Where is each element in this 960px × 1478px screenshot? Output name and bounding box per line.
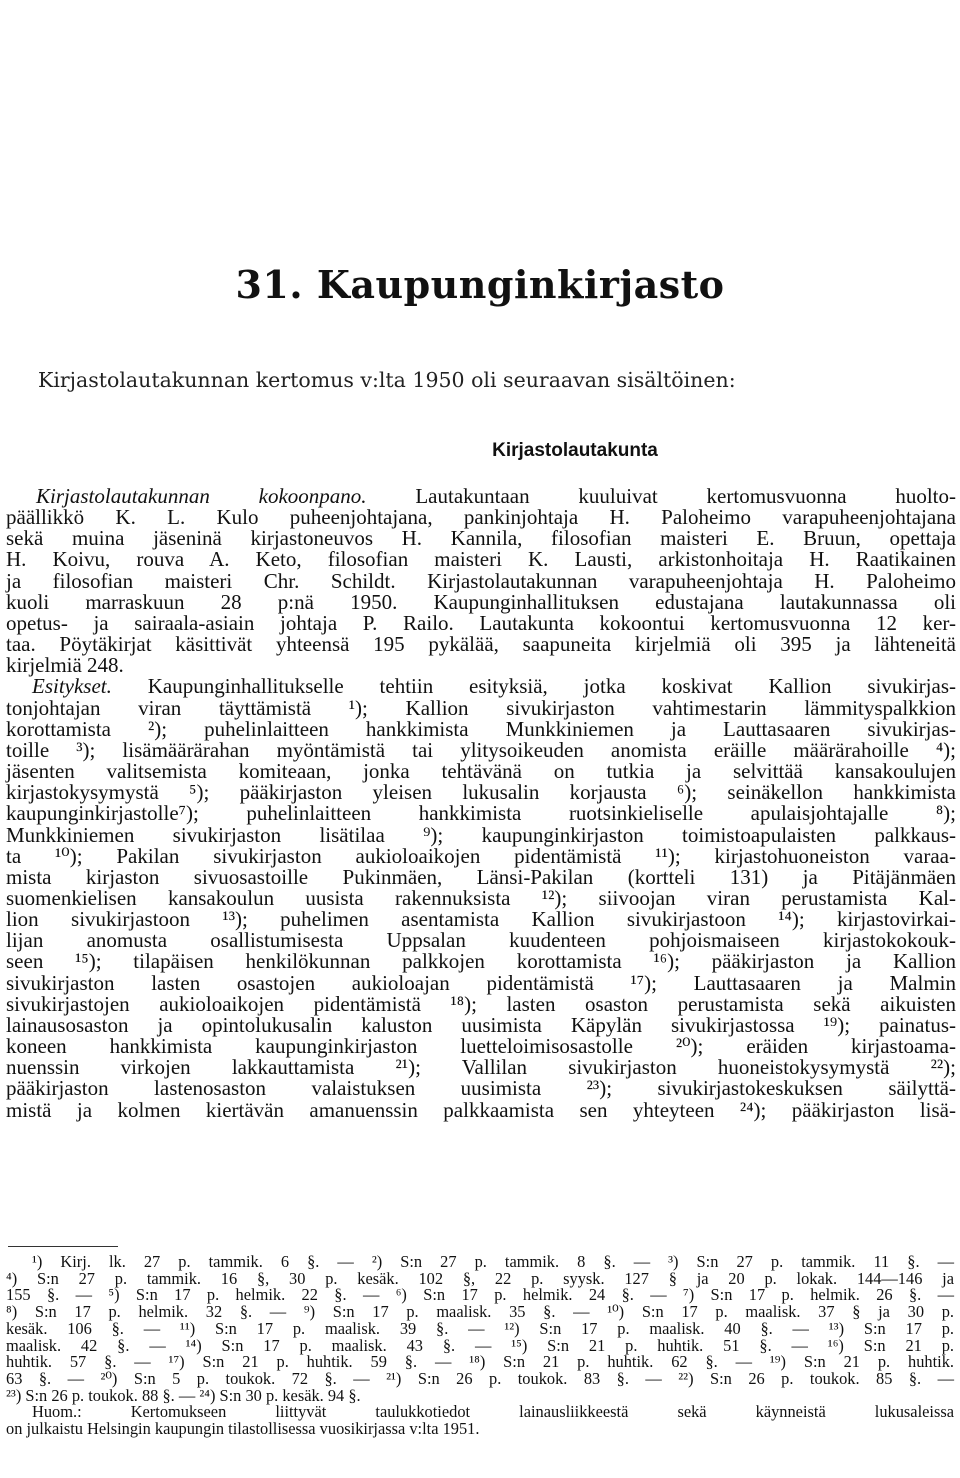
body-line-text: lainausosaston ja opintolukusalin kaluston uusimista Käpylän sivukirjastossa ¹⁹); painatus-: [6, 1012, 956, 1037]
body-line: [6, 507, 956, 528]
body-line: [6, 909, 956, 930]
paragraph-lead: Esitykset.: [32, 674, 112, 699]
body-line: [6, 610, 956, 635]
body-line-text: lion sivukirjastoon ¹³); puhelimen asentamista Kallion sivukirjastoon ¹⁴); kirjastovirkai-: [6, 907, 956, 932]
body-line-text: kirjastokysymystä ⁵); pääkirjaston yleisen lukusalin korjausta ⁶); seinäkellon hankkimista: [6, 780, 956, 805]
body-line-text: lijan anomusta osallistumisesta Uppsalan kuudenteen pohjoismaiseen kirjastokokouk-: [6, 928, 956, 953]
section-heading: Kirjastolautakunta: [492, 440, 658, 461]
body-line-text: Lautakuntaan kuuluivat kertomusvuonna huolto-: [366, 484, 956, 508]
body-line-text: taa. Pöytäkirjat käsittivät yhteensä 195 pykälää, saapuneita kirjelmiä oli 395 ja lähteneitä: [6, 632, 956, 657]
footnote-line: ⁸) S:n 17 p. helmik. 32 §. — ⁹) S:n 17 p. maalisk. 35 §. — ¹⁰) S:n 17 p. maalisk. 37 § ja 30 p.: [6, 1302, 954, 1322]
body-line-text: tonjohtajan viran täyttämistä ¹); Kallion sivukirjaston vahtimestarin lämmityspalkkion: [6, 695, 956, 720]
body-line: [6, 843, 956, 868]
body-line-text: kirjelmiä 248.: [6, 653, 124, 678]
footnote-line: ⁴) S:n 27 p. tammik. 16 §, 30 p. kesäk. 102 §, 22 p. syysk. 127 § ja 20 p. lokak. 144—146 ja: [6, 1268, 954, 1288]
body-line: [6, 568, 956, 593]
body-line: [6, 761, 956, 782]
body-line-text: mista kirjaston sivuosastoille Pukinmäen, Länsi-Pakilan (kortteli 131) ja Pitäjänmäen: [6, 864, 956, 889]
body-text: [6, 486, 956, 1121]
paragraph-lead: Kirjastolautakunnan kokoonpano.: [36, 484, 367, 508]
body-line-text: päällikkö K. L. Kulo puheenjohtajana, pankinjohtaja H. Paloheimo varapuheenjohtajana: [6, 505, 956, 530]
body-line-text: H. Koivu, rouva A. Keto, filosofian maisteri K. Lausti, arkistonhoitaja H. Raatikainen: [6, 547, 956, 572]
body-line-text: jäsenten valitsemista komiteaan, jonka tehtävänä on tutkia ja selvittää kansakoulujen: [6, 759, 956, 784]
body-line: [6, 1057, 956, 1078]
body-line: [6, 991, 956, 1016]
footnote-line: kesäk. 106 §. — ¹¹) S:n 17 p. maalisk. 39 §. — ¹²) S:n 17 p. maalisk. 40 §. — ¹³) S:n 17 p.: [6, 1318, 954, 1338]
footnote-line: 63 §. — ²⁰) S:n 5 p. toukok. 72 §. — ²¹) S:n 26 p. toukok. 83 §. — ²²) S:n 26 p. toukok. 85 §. —: [6, 1368, 954, 1388]
body-line: [6, 951, 956, 972]
body-line: [6, 589, 956, 614]
body-line: [6, 549, 956, 570]
footnote-line: huhtik. 57 §. — ¹⁷) S:n 21 p. huhtik. 59 §. — ¹⁸) S:n 21 p. huhtik. 62 §. — ¹⁹) S:n 21 p. huhtik.: [6, 1352, 954, 1372]
footnote-line: 155 §. — ⁵) S:n 17 p. helmik. 22 §. — ⁶) S:n 17 p. helmik. 24 §. — ⁷) S:n 17 p. helmik. 26 §. —: [6, 1285, 954, 1305]
body-line: [6, 716, 956, 741]
body-line-text: suomenkielisen kansakoulun uusista rakennuksista ¹²); siivoojan viran perustamista Kal-: [6, 885, 956, 910]
body-line: [6, 1036, 956, 1057]
body-line-text: sivukirjaston lasten osastojen aukioloajan pidentämistä ¹⁷); Lauttasaaren ja Malmin: [6, 970, 956, 995]
body-line: [6, 528, 956, 549]
body-line: [6, 655, 956, 676]
body-line: [6, 1012, 956, 1037]
body-line: [6, 822, 956, 847]
body-line: [6, 930, 956, 951]
body-line-text: toille ³); lisämäärärahan myöntämistä tai ylitysoikeuden anomista eräille määrärahoille ⁴);: [6, 737, 956, 762]
body-line: [6, 737, 956, 762]
footnote-divider: [8, 1246, 118, 1247]
body-line-text: koneen hankkimista kaupunginkirjaston luetteloimisosastolle ²⁰); eräiden kirjastoama-: [6, 1034, 956, 1059]
body-line-text: sivukirjastojen aukioloaikojen pidentämistä ¹⁸); lasten osaston perustamista sekä aikuisten: [6, 991, 956, 1016]
body-line-text: korottamista ²); puhelinlaitteen hankkimista Munkkiniemen ja Lauttasaaren sivukirjas-: [6, 716, 956, 741]
body-line: [6, 676, 956, 697]
body-line-text: kuoli marraskuun 28 p:nä 1950. Kaupunginhallituksen edustajana lautakunnassa oli: [6, 589, 956, 614]
footnote-line: maalisk. 42 §. — ¹⁴) S:n 17 p. maalisk. 43 §. — ¹⁵) S:n 21 p. huhtik. 51 §. — ¹⁶) S:n 21 p.: [6, 1335, 954, 1355]
intro-sentence: Kirjastolautakunnan kertomus v:lta 1950 oli seuraavan sisältöinen:: [38, 368, 736, 392]
body-line: [6, 695, 956, 720]
body-line-text: Kaupunginhallitukselle tehtiin esityksiä, jotka koskivat Kallion sivukirjas-: [111, 674, 956, 699]
body-line-text: Munkkiniemen sivukirjaston lisätilaa ⁹); kaupunginkirjaston toimistoapulaisten palkkaus-: [6, 822, 956, 847]
body-line-text: sekä muina jäseninä kirjastoneuvos H. Kannila, filosofian maisteri E. Bruun, opettaja: [6, 526, 956, 551]
body-line-text: mistä ja kolmen kiertävän amanuenssin palkkaamista sen yhteyteen ²⁴); pääkirjaston lisä-: [6, 1097, 956, 1122]
body-line: [6, 782, 956, 803]
footnotes: [6, 1254, 954, 1438]
body-line: [6, 1097, 956, 1122]
footnote-line: ¹) Kirj. lk. 27 p. tammik. 6 §. — ²) S:n 27 p. tammik. 8 §. — ³) S:n 27 p. tammik. 11 §. —: [32, 1252, 954, 1271]
body-line: [6, 634, 956, 655]
body-line-text: kaupunginkirjastolle⁷); puhelinlaitteen hankkimista ruotsinkieliselle apulaisjohtajalle ⁸);: [6, 801, 956, 826]
body-line-text: opetus- ja sairaala-asiain johtaja P. Railo. Lautakunta kokoontui kertomusvuonna 12 ker-: [6, 610, 956, 635]
body-line: [6, 1078, 956, 1099]
footnote-line: on julkaistu Helsingin kaupungin tilastollisessa vuosikirjassa v:lta 1951.: [6, 1419, 480, 1439]
body-line-text: ja filosofian maisteri Chr. Schildt. Kirjastolautakunnan varapuheenjohtaja H. Paloheimo: [6, 568, 956, 593]
footnote-line: Huom.: Kertomukseen liittyvät taulukkotiedot lainausliikkeestä sekä käynneistä lukusaleissa: [32, 1402, 954, 1422]
body-line: [6, 970, 956, 995]
body-line-text: seen ¹⁵); tilapäisen henkilökunnan palkkojen korottamista ¹⁶); pääkirjaston ja Kallion: [6, 949, 956, 974]
body-line-text: nuenssin virkojen lakkauttamista ²¹); Vallilan sivukirjaston huoneistokysymystä ²²);: [6, 1055, 956, 1080]
body-line: [6, 486, 956, 507]
body-line-text: pääkirjaston lastenosaston valaistuksen uusimista ²³); sivukirjastokeskuksen säilyttä-: [6, 1076, 956, 1101]
body-line-text: ta ¹⁰); Pakilan sivukirjaston aukioloaikojen pidentämistä ¹¹); kirjastohuoneiston varaa-: [6, 843, 956, 868]
body-line: [6, 864, 956, 889]
footnote-line: ²³) S:n 26 p. toukok. 88 §. — ²⁴) S:n 30 p. kesäk. 94 §.: [6, 1385, 361, 1405]
chapter-title: 31. Kaupunginkirjasto: [235, 262, 725, 307]
body-line: [6, 803, 956, 824]
body-line: [6, 885, 956, 910]
